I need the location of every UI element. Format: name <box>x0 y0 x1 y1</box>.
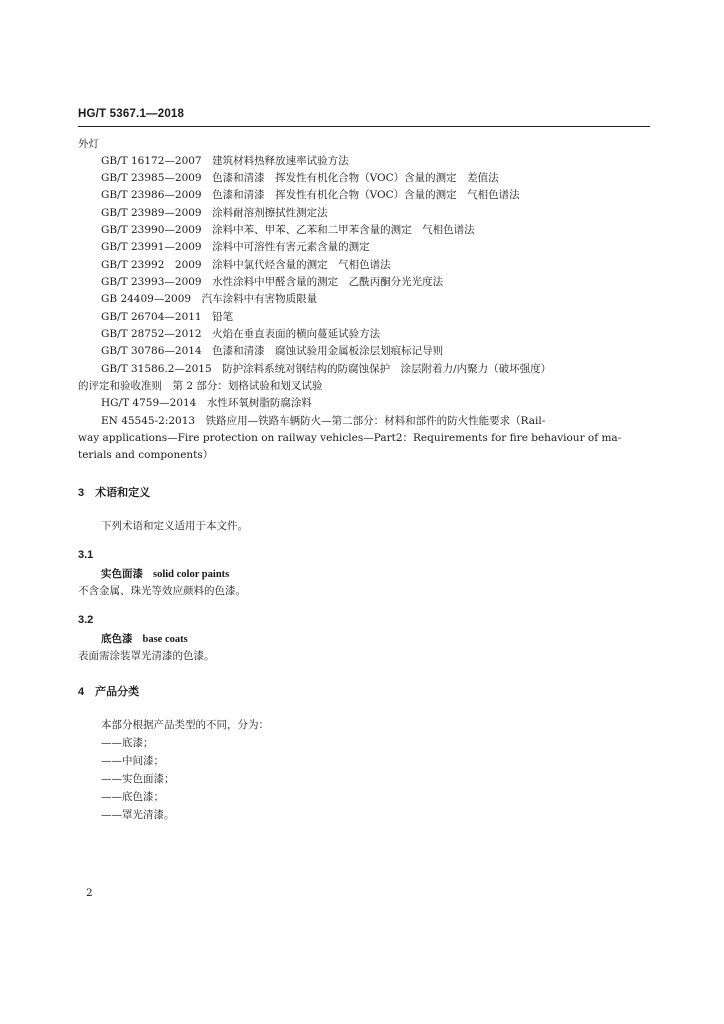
section-4-heading: 4 产品分类 <box>78 686 140 698</box>
ref-item: GB/T 26704—2011 铅笔 <box>101 311 234 323</box>
term-zh: 底色漆 <box>101 633 133 645</box>
term-number: 3.2 <box>78 614 94 626</box>
ref-item: HG/T 4759—2014 水性环氧树脂防腐涂料 <box>101 397 312 409</box>
list-item: ——中间漆； <box>101 755 164 767</box>
section-4-intro: 本部分根据产品类型的不同，分为： <box>101 719 269 731</box>
ref-item: GB/T 23985—2009 色漆和清漆 挥发性有机化合物（VOC）含量的测定 差值法 <box>101 172 499 184</box>
section-3-heading: 3 术语和定义 <box>78 487 151 499</box>
ref-item: GB/T 23991—2009 涂料中可溶性有害元素含量的测定 <box>101 241 370 253</box>
list-item: ——罩光清漆。 <box>101 809 175 821</box>
ref-item: GB/T 30786—2014 色漆和清漆 腐蚀试验用金属板涂层划痕标记导则 <box>101 345 444 357</box>
ref-item: GB/T 23993—2009 水性涂料中甲醛含量的测定 乙酰丙酮分光光度法 <box>101 276 444 288</box>
ref-item: GB 24409—2009 汽车涂料中有害物质限量 <box>101 293 318 305</box>
ref-item: GB/T 23992 2009 涂料中氯代烃含量的测定 气相色谱法 <box>101 259 391 271</box>
term-en: solid color paints <box>153 569 230 580</box>
list-item: ——底漆； <box>101 737 154 749</box>
ref-item: GB/T 23989—2009 涂料耐溶剂擦拭性测定法 <box>101 207 328 219</box>
ref-item: GB/T 28752—2012 火焰在垂直表面的横向蔓延试验方法 <box>101 328 381 340</box>
ref-item-en-cont: way applications—Fire protection on railway vehicles—Part2：Requirements for fire behaviour of ma- <box>78 432 622 444</box>
ref-item: GB/T 16172—2007 建筑材料热释放速率试验方法 <box>101 155 349 167</box>
list-item: ——底色漆； <box>101 791 164 803</box>
term-title <box>101 566 229 583</box>
header-rule <box>78 126 650 127</box>
ref-item: GB/T 23986—2009 色漆和清漆 挥发性有机化合物（VOC）含量的测定 气相色谱法 <box>101 189 520 201</box>
term-zh: 实色面漆 <box>101 568 143 580</box>
ref-item-long: GB/T 31586.2—2015 防护涂料系统对钢结构的防腐蚀保护 涂层附着力/内聚力（破坏强度） <box>101 363 552 375</box>
section-3-intro: 下列术语和定义适用于本文件。 <box>101 520 248 532</box>
ref-item-en-cont: terials and components） <box>78 449 214 461</box>
refs-continued-line: 外灯 <box>78 138 99 150</box>
list-item: ——实色面漆； <box>101 773 175 785</box>
term-en: base coats <box>142 634 188 645</box>
term-definition: 表面需涂装罩光清漆的色漆。 <box>78 650 215 662</box>
ref-item: GB/T 23990—2009 涂料中苯、甲苯、乙苯和二甲苯含量的测定 气相色谱法 <box>101 224 475 236</box>
term-number: 3.1 <box>78 549 94 561</box>
standard-code-header: HG/T 5367.1—2018 <box>78 108 185 120</box>
page-number: 2 <box>86 887 93 899</box>
ref-item-en: EN 45545-2:2013 铁路应用—铁路车辆防火—第二部分：材料和部件的防火性能要求（Rail- <box>101 415 546 427</box>
ref-item-long-cont: 的评定和验收准则 第 2 部分：划格试验和划叉试验 <box>78 380 323 392</box>
term-title <box>101 631 188 648</box>
term-definition: 不含金属、珠光等效应颜料的色漆。 <box>78 585 246 597</box>
